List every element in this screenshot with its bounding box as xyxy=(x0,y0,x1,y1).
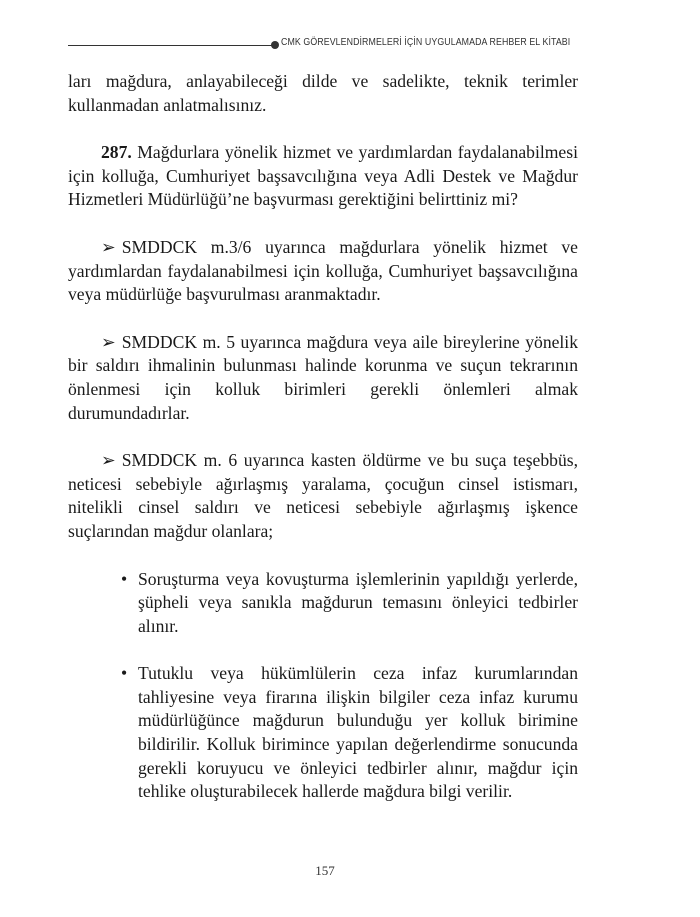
running-header xyxy=(68,36,580,58)
arrow-bullet-icon: ➢ xyxy=(101,450,116,471)
arrow-bullet-icon: ➢ xyxy=(101,236,116,257)
header-rule xyxy=(68,45,274,46)
answer-text: SMDDCK m. 5 uyarınca mağdura veya aile bireylerine yönelik bir saldırı ihmalinin bulunması halinde korunma ve suçun tekrarının önlenmesi için kolluk birimleri gerekli önlemleri almak durumundadırlar. xyxy=(68,331,578,423)
answer-paragraph-1 xyxy=(68,236,578,307)
bullet-item-2 xyxy=(68,662,578,804)
answer-text: SMDDCK m. 6 uyarınca kasten öldürme ve bu suça teşebbüs, neticesi sebebiyle ağırlaşmış yaralama, çocuğun cinsel istismarı, nitelikli cinsel saldırı ve neticesi sebebiyle ağırlaşmış işkence suçlarından mağdur olanlara; xyxy=(68,450,578,541)
header-title: CMK GÖREVLENDİRMELERİ İÇİN UYGULAMADA REHBER EL KİTABI xyxy=(281,36,571,48)
answer-text: SMDDCK m.3/6 uyarınca mağdurlara yönelik hizmet ve yardımlardan faydalanabilmesi için kolluğa, Cumhuriyet başsavcılığına veya müdürlüğe başvurulması aranmaktadır. xyxy=(68,236,578,305)
question-number: 287. xyxy=(101,142,132,163)
opening-paragraph: ları mağdura, anlayabileceği dilde ve sadelikte, teknik terimler kullanmadan anlatmalısınız. xyxy=(68,71,578,115)
answer-paragraph-3 xyxy=(68,449,578,543)
bullet-text: Soruşturma veya kovuşturma işlemlerinin yapıldığı yerlerde, şüpheli veya sanıkla mağdurun temasını önleyici tedbirler alınır. xyxy=(138,568,578,636)
bullet-text: Tutuklu veya hükümlülerin ceza infaz kurumlarından tahliyesine veya firarına ilişkin bilgiler ceza infaz kurumu müdürlüğünce mağdurun bulunduğu yer kolluk birimine bildirilir. Kolluk birimince yapılan değerlendirme sonucunda gerekli koruyucu ve önleyici tedbirler alınır, mağdur için tehlike oluşturabilecek hallerde mağdura bilgi verilir. xyxy=(138,663,578,802)
question-text: Mağdurlara yönelik hizmet ve yardımlardan faydalanabilmesi için kolluğa, Cumhuriyet başsavcılığına veya Adli Destek ve Mağdur Hizmetleri Müdürlüğü’ne başvurması gerektiğini belirttiniz mi? xyxy=(68,142,578,210)
header-bullet-icon xyxy=(271,41,279,49)
question-paragraph xyxy=(68,141,578,212)
bullet-item-1 xyxy=(68,568,578,639)
bullet-dot-icon: • xyxy=(121,568,128,589)
page-number: 157 xyxy=(315,863,335,878)
arrow-bullet-icon: ➢ xyxy=(101,331,116,352)
bullet-dot-icon: • xyxy=(121,663,128,684)
answer-paragraph-2 xyxy=(68,331,578,425)
page-body xyxy=(68,70,578,804)
